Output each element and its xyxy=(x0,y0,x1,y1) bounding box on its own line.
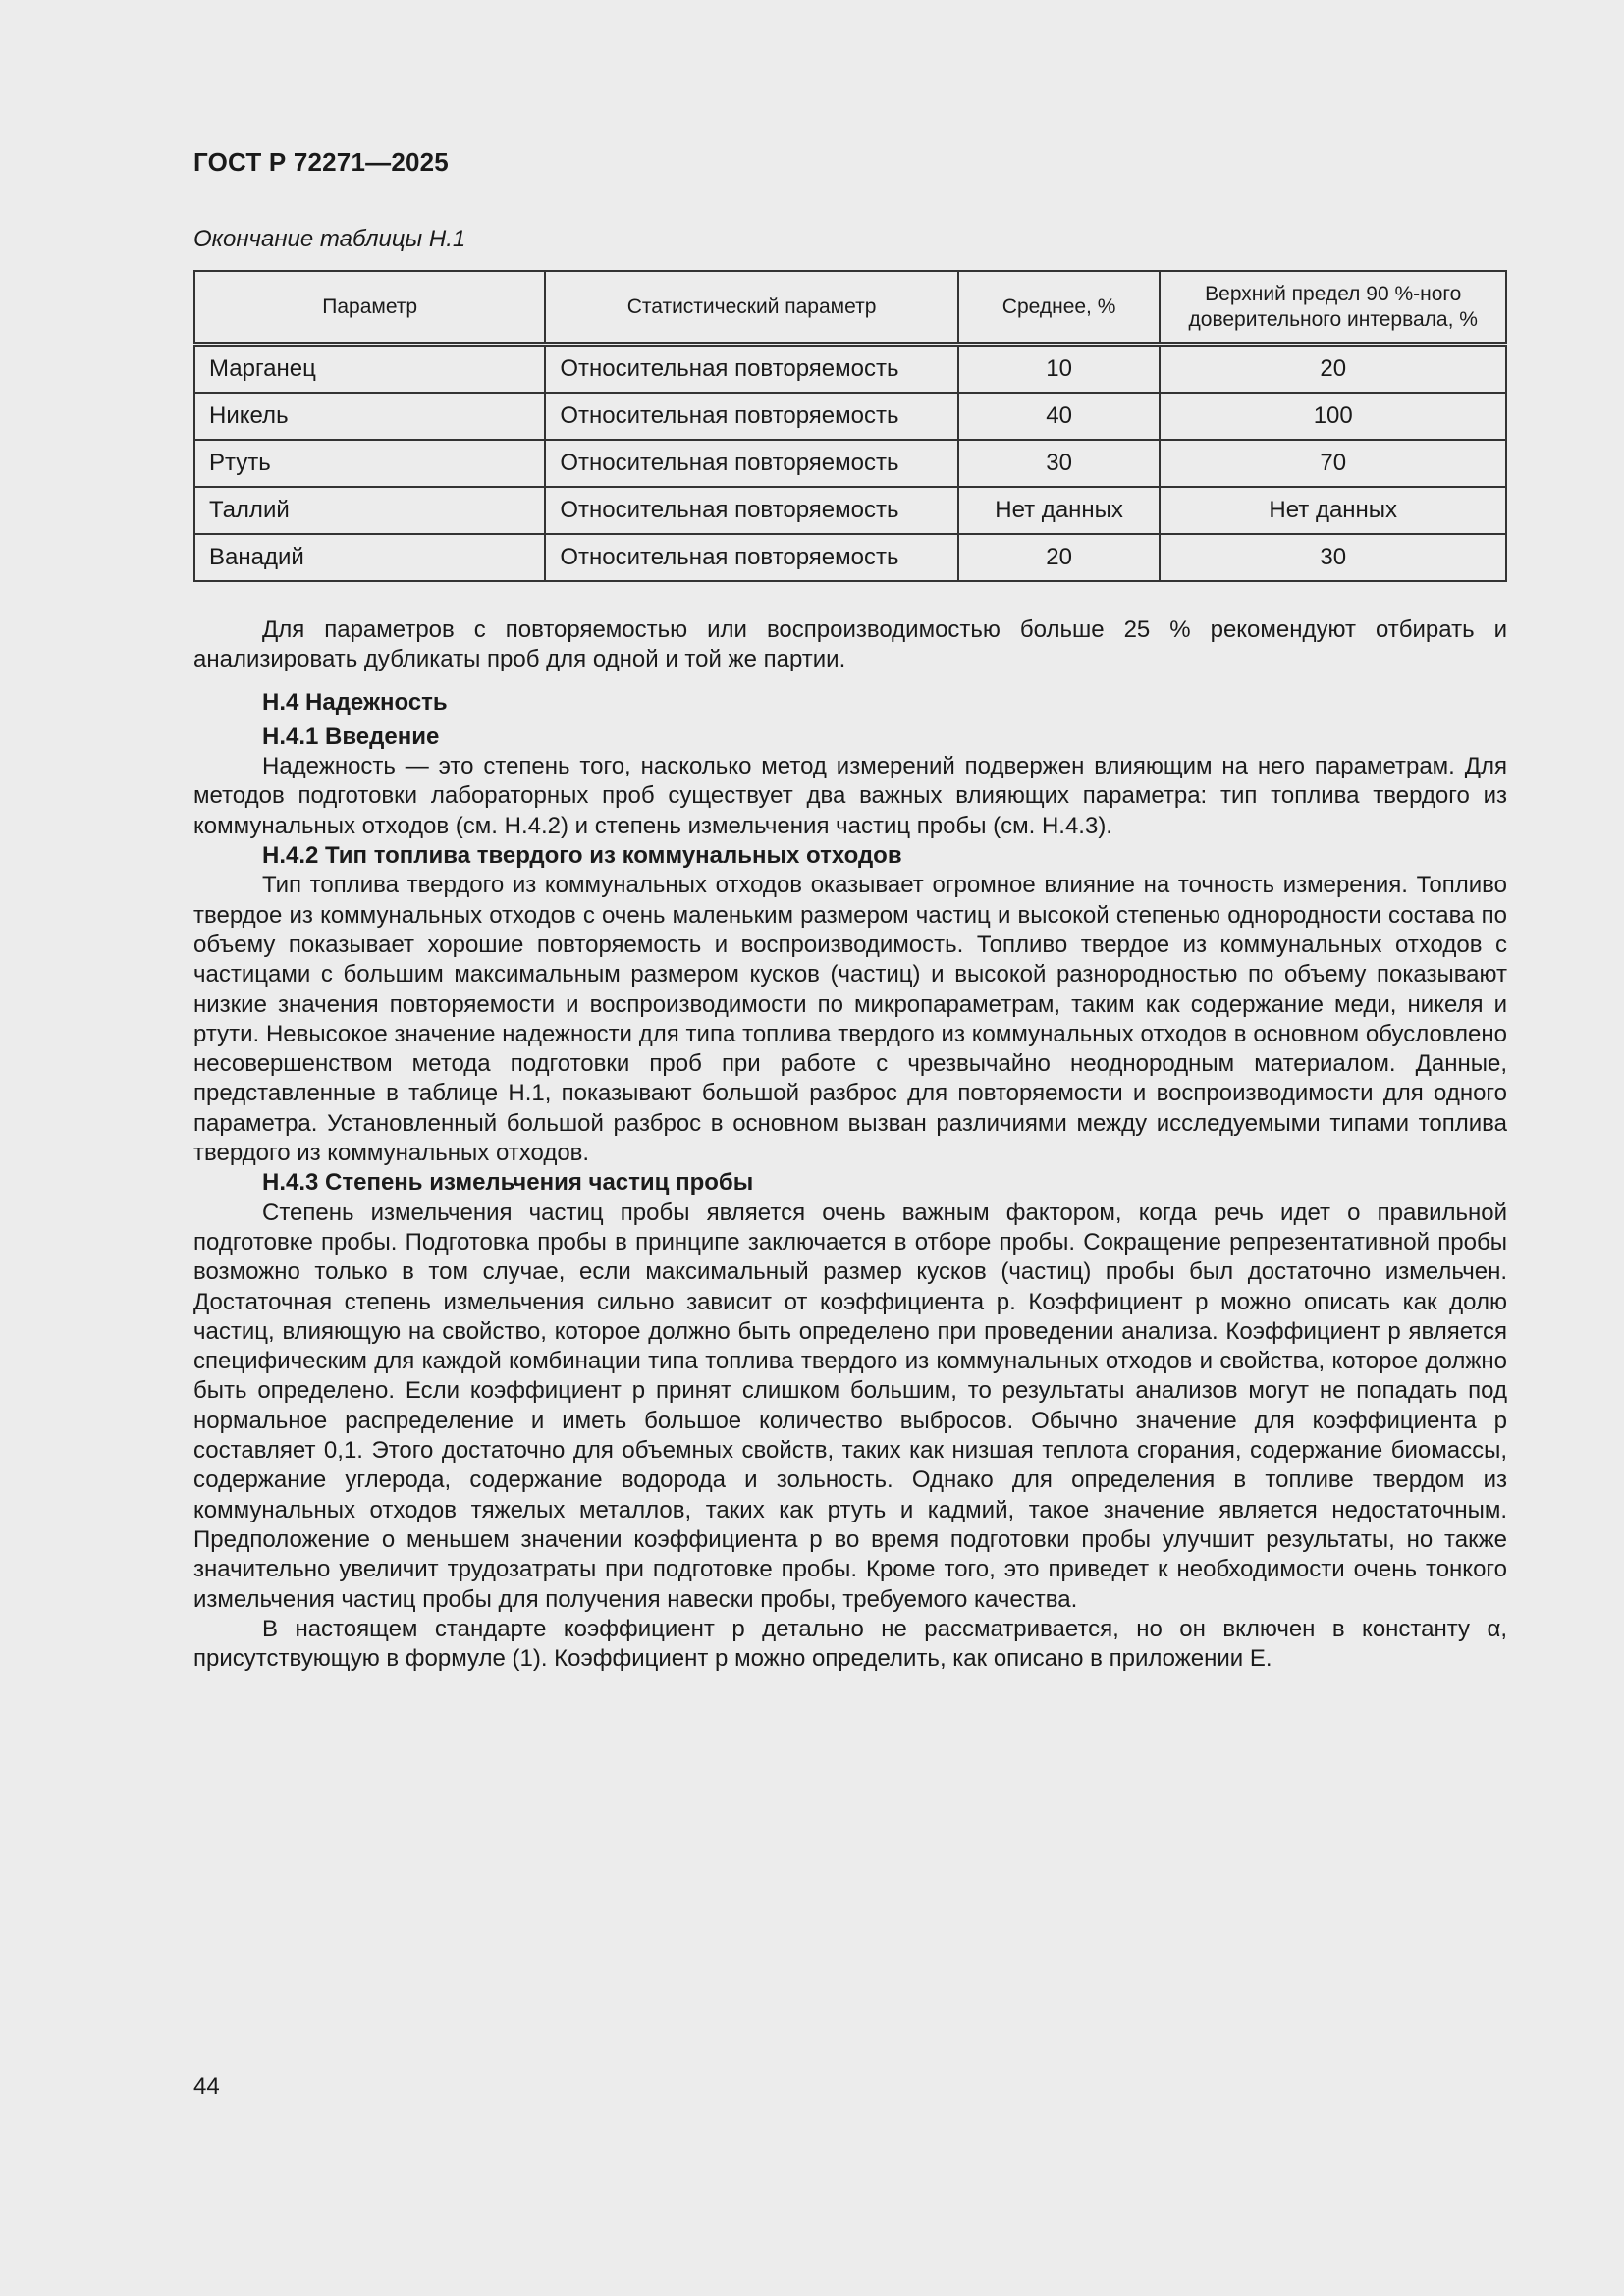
body-text xyxy=(193,615,1507,1674)
document-header: ГОСТ Р 72271—2025 xyxy=(193,147,449,177)
cell-upper-limit: 30 xyxy=(1160,534,1506,581)
section-heading-h41: Н.4.1 Введение xyxy=(262,722,440,750)
page-number: 44 xyxy=(193,2073,220,2100)
cell-parameter: Ванадий xyxy=(194,534,545,581)
table-caption: Окончание таблицы Н.1 xyxy=(193,226,466,252)
cell-parameter: Таллий xyxy=(194,487,545,534)
cell-mean: 20 xyxy=(958,534,1161,581)
section-heading-h43: Н.4.3 Степень измельчения частиц пробы xyxy=(262,1169,754,1197)
cell-statistic: Относительная повторяемость xyxy=(545,345,957,394)
cell-mean: 40 xyxy=(958,393,1161,440)
cell-upper-limit: 20 xyxy=(1160,345,1506,394)
cell-statistic: Относительная повторяемость xyxy=(545,534,957,581)
table-header-row xyxy=(194,271,1506,345)
table-row xyxy=(194,440,1506,487)
section-heading-h4: Н.4 Надежность xyxy=(262,688,448,716)
table-row xyxy=(194,487,1506,534)
paragraph-h43-2: В настоящем стандарте коэффициент p детально не рассматривается, но он включен в константу α, присутствующую в формуле (1). Коэффициент p можно определить, как описано в приложении Е. xyxy=(193,1615,1507,1673)
paragraph-h43-1: Степень измельчения частиц пробы является очень важным фактором, когда речь идет о правильной подготовке пробы. Подготовка пробы в принципе заключается в отборе пробы. Сокращение репрезентативной пробы возможно только в том случае, если максимальный размер кусков (частиц) пробы был достаточно измельчен. Достаточная степень измельчения сильно зависит от коэффициента p. Коэффициент p можно описать как долю частиц, влияющую на свойство, которое должно быть определено при проведении анализа. Коэффициент p является специфическим для каждой комбинации типа топлива твердого из коммунальных отходов и свойства, которое должно быть определено. Если коэффициент p принят слишком большим, то результаты анализов могут не попадать под нормальное распределение и иметь большое количество выбросов. Обычно значение для коэффициента p составляет 0,1. Этого достаточно для объемных свойств, таких как низшая теплота сгорания, содержание биомассы, содержание углерода, содержание водорода и зольность. Однако для определения в топливе твердом из коммунальных отходов тяжелых металлов, таких как ртуть и кадмий, такое значение является недостаточным. Предположение о меньшем значении коэффициента p во время подготовки пробы улучшит результаты, но также значительно увеличит трудозатраты при подготовке пробы. Кроме того, это приведет к необходимости очень тонкого измельчения частиц пробы для получения навески пробы, требуемого качества. xyxy=(193,1199,1507,1613)
column-header-statistic: Статистический параметр xyxy=(545,271,957,345)
cell-statistic: Относительная повторяемость xyxy=(545,393,957,440)
cell-mean: 10 xyxy=(958,345,1161,394)
cell-upper-limit: Нет данных xyxy=(1160,487,1506,534)
paragraph-h42: Тип топлива твердого из коммунальных отходов оказывает огромное влияние на точность измерения. Топливо твердое из коммунальных отходов с очень маленьким размером частиц и высокой степенью однородности состава по объему показывает хорошие повторяемость и воспроизводимость. Топливо твердое из коммунальных отходов с частицами с большим максимальным размером кусков (частиц) и высокой разнородностью по объему показывают низкие значения повторяемости и воспроизводимости по микропараметрам, таким как содержание меди, никеля и ртути. Невысокое значение надежности для типа топлива твердого из коммунальных отходов в основном обусловлено несовершенством метода подготовки проб при работе с чрезвычайно неоднородным материалом. Данные, представленные в таблице Н.1, показывают большой разброс для повторяемости и воспроизводимости для одного параметра. Установленный большой разброс в основном вызван различиями между исследуемыми типами топлива твердого из коммунальных отходов. xyxy=(193,872,1507,1167)
cell-statistic: Относительная повторяемость xyxy=(545,440,957,487)
results-table xyxy=(193,270,1507,582)
cell-parameter: Марганец xyxy=(194,345,545,394)
cell-statistic: Относительная повторяемость xyxy=(545,487,957,534)
column-header-upper-limit: Верхний предел 90 %-ного доверительного интервала, % xyxy=(1160,271,1506,345)
table-row xyxy=(194,534,1506,581)
column-header-mean: Среднее, % xyxy=(958,271,1161,345)
cell-mean: Нет данных xyxy=(958,487,1161,534)
column-header-parameter: Параметр xyxy=(194,271,545,345)
cell-parameter: Никель xyxy=(194,393,545,440)
paragraph-h41: Надежность — это степень того, насколько метод измерений подвержен влияющим на него параметрам. Для методов подготовки лабораторных проб существует два важных влияющих параметра: тип топлива твердого из коммунальных отходов (см. Н.4.2) и степень измельчения частиц пробы (см. Н.4.3). xyxy=(193,753,1507,839)
section-heading-h42: Н.4.2 Тип топлива твердого из коммунальных отходов xyxy=(262,842,902,870)
cell-parameter: Ртуть xyxy=(194,440,545,487)
cell-upper-limit: 70 xyxy=(1160,440,1506,487)
table-row xyxy=(194,345,1506,394)
intro-paragraph: Для параметров с повторяемостью или воспроизводимостью больше 25 % рекомендуют отбирать и анализировать дубликаты проб для одной и той же партии. xyxy=(193,616,1507,673)
table-row xyxy=(194,393,1506,440)
cell-upper-limit: 100 xyxy=(1160,393,1506,440)
cell-mean: 30 xyxy=(958,440,1161,487)
